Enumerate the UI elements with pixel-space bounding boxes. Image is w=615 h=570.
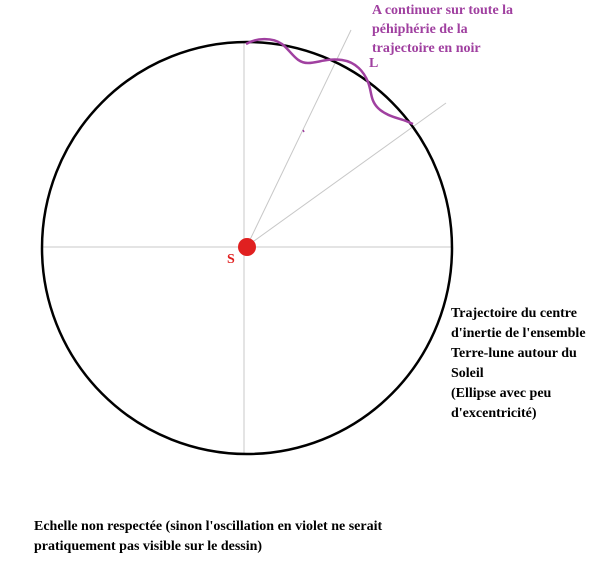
sun-label: S: [227, 252, 235, 267]
annotation-line: d'inertie de l'ensemble: [451, 326, 586, 341]
annotation-trajectory: [451, 304, 586, 424]
annotation-line: pratiquement pas visible sur le dessin): [34, 539, 263, 554]
radial-line-2: [247, 103, 446, 246]
annotation-line: Terre-lune autour du: [451, 346, 577, 361]
annotation-line: trajectoire en noir: [372, 41, 481, 56]
annotation-line: Trajectoire du centre: [451, 306, 577, 321]
annotation-scale: [34, 517, 382, 557]
annotation-line: A continuer sur toute la: [372, 3, 514, 18]
sun-dot: [238, 238, 256, 256]
annotation-line: Echelle non respectée (sinon l'oscillation en violet ne serait: [34, 519, 383, 534]
annotation-line: Soleil: [451, 366, 484, 381]
annotation-line: (Ellipse avec peu: [451, 386, 552, 401]
annotation-line: d'excentricité): [451, 406, 537, 421]
annotation-continue: [372, 1, 513, 58]
annotation-line: péhiphérie de la: [372, 22, 468, 37]
moon-label: L: [369, 56, 379, 71]
violet-tick: [303, 130, 304, 132]
